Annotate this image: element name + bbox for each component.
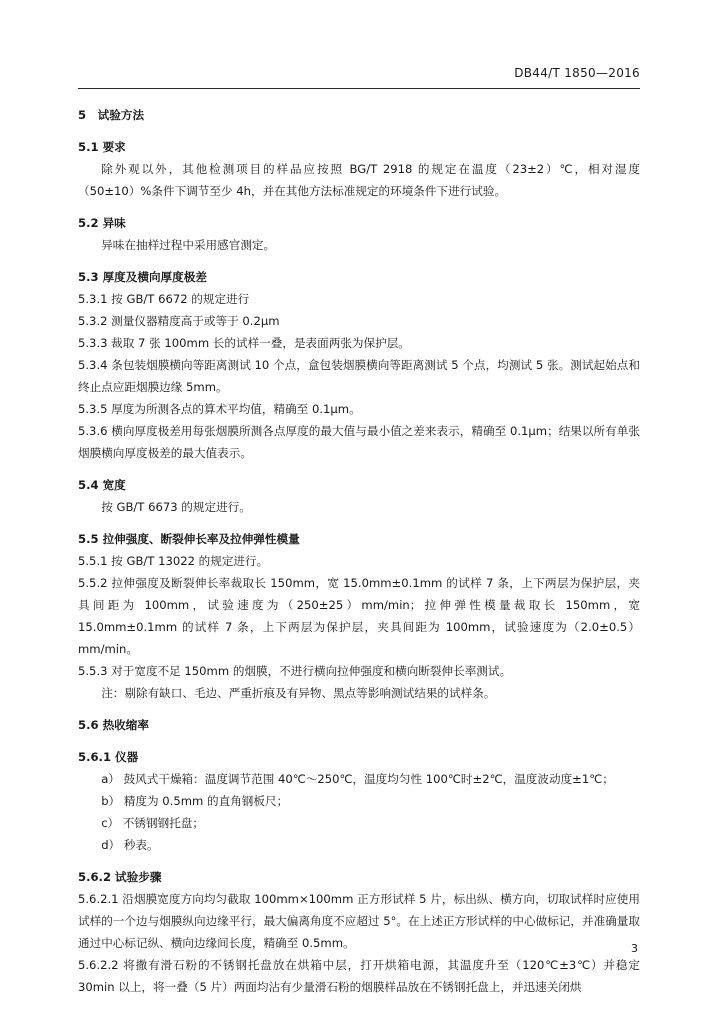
clause-5-3-6: 5.3.6 横向厚度极差用每张烟膜所测各点厚度的最大值与最小值之差来表示，精确至 0.1μm；结果以所有单张烟膜横向厚度极差的最大值表示。 [78,424,640,460]
document-code: DB44/T 1850—2016 [514,66,640,80]
section-heading-5-6-2: 5.6.2 试验步骤 [78,870,162,884]
list-item-b: b） 精度为 0.5mm 的直角钢板尺； [101,794,289,808]
list-item-d: d） 秒表。 [101,838,159,852]
clause-5-3-4: 5.3.4 条包装烟膜横向等距离测试 10 个点，盒包装烟膜横向等距离测试 5 个点，均测试 5 张。测试起始点和终止点应距烟膜边缘 5mm。 [78,358,640,394]
clause-5-5-1: 5.5.1 按 GB/T 13022 的规定进行。 [78,554,269,568]
paragraph-5-1: 除外观以外，其他检测项目的样品应按照 BG/T 2918 的规定在温度（23±2）℃，相对湿度（50±10）%条件下调节至少 4h，并在其他方法标准规定的环境条件下进行试验。 [78,162,640,198]
clause-5-3-3: 5.3.3 裁取 7 张 100mm 长的试样一叠，是表面两张为保护层。 [78,336,410,350]
section-heading-5-4: 5.4 宽度 [78,478,126,492]
section-heading-5-3: 5.3 厚度及横向厚度极差 [78,270,207,284]
clause-5-3-1: 5.3.1 按 GB/T 6672 的规定进行 [78,292,250,306]
clause-5-3-5: 5.3.5 厚度为所测各点的算术平均值，精确至 0.1μm。 [78,402,361,416]
clause-5-3-2: 5.3.2 测量仪器精度高于或等于 0.2μm [78,314,280,328]
section-heading-5-1: 5.1 要求 [78,140,126,154]
section-heading-5-6-1: 5.6.1 仪器 [78,750,139,764]
paragraph-5-2: 异味在抽样过程中采用感官测定。 [101,238,276,252]
list-item-a: a） 鼓风式干燥箱：温度调节范围 40℃～250℃，温度均匀性 100℃时±2℃，温度波动度±1℃； [101,772,614,786]
section-heading-5-5: 5.5 拉伸强度、断裂伸长率及拉伸弹性模量 [78,532,300,546]
clause-5-5-2: 5.5.2 拉伸强度及断裂伸长率裁取长 150mm，宽 15.0mm±0.1mm 的试样 7 条，上下两层为保护层，夹具间距为 100mm，试验速度为（250±25）mm/min；拉伸弹性模量裁取长 150mm，宽 15.0mm±0.1mm 的试样 7 条，上下两层为保护层，夹具间距为 100mm，试验速度为（2.0±0.5）mm/min。 [78,576,640,656]
clause-5-6-2-1: 5.6.2.1 沿烟膜宽度方向均匀截取 100mm×100mm 正方形试样 5 片，标出纵、横方向，切取试样时应使用试样的一个边与烟膜纵向边缘平行，最大偏离角度不应超过 5°。在上述正方形试样的中心做标记，并准确量取通过中心标记纵、横向边缘间长度，精确至 0.5mm。 [78,892,640,950]
document-body [78,104,640,998]
header-rule [78,88,640,89]
clause-5-6-2-2: 5.6.2.2 将撒有滑石粉的不锈钢托盘放在烘箱中层，打开烘箱电源，其温度升至（120℃±3℃）并稳定 30min 以上，将一叠（5 片）两面均沾有少量滑石粉的烟膜样品放在不锈钢托盘上，并迅速关闭烘 [78,958,640,994]
list-item-c: c） 不锈钢钢托盘； [101,816,204,830]
section-heading-5: 5 试验方法 [78,108,145,122]
page-number: 3 [631,942,638,955]
clause-5-5-3: 5.5.3 对于宽度不足 150mm 的烟膜，不进行横向拉伸强度和横向断裂伸长率测试。 [78,664,512,678]
section-heading-5-6: 5.6 热收缩率 [78,718,149,732]
section-heading-5-2: 5.2 异味 [78,216,126,230]
paragraph-5-4: 按 GB/T 6673 的规定进行。 [101,500,251,514]
note-5-5: 注：剔除有缺口、毛边、严重折痕及有异物、黑点等影响测试结果的试样条。 [101,686,496,700]
